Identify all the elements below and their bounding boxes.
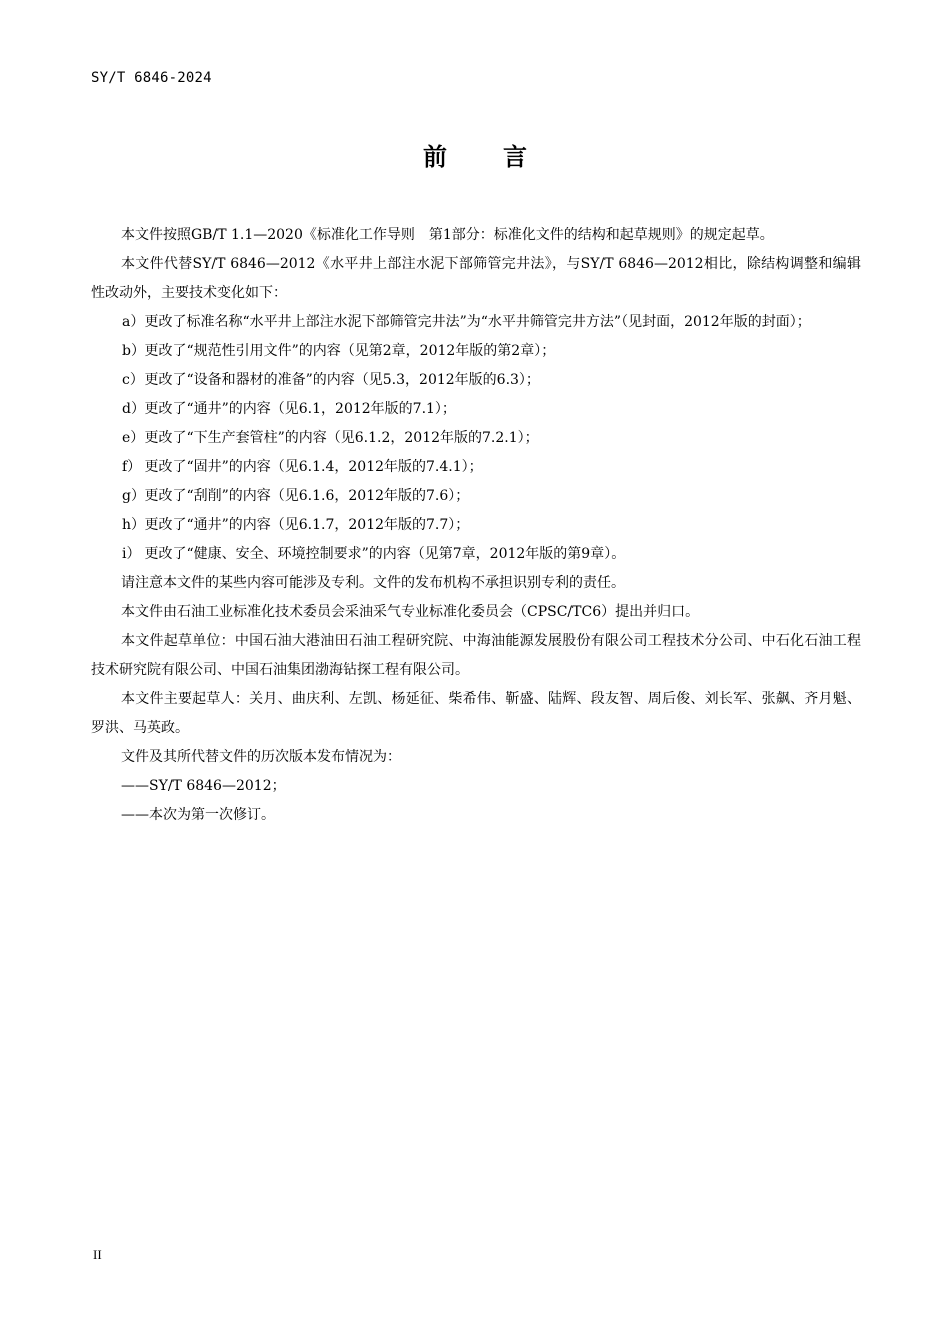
list-marker: e）: [122, 430, 145, 446]
list-text: 更改了“健康、安全、环境控制要求”的内容（见第7章，2012年版的第9章）。: [144, 546, 626, 562]
list-item: [91, 424, 861, 453]
list-marker: c）: [122, 372, 144, 388]
changes-list: [91, 308, 861, 569]
standard-code: SY/T 6846-2024: [91, 70, 212, 86]
list-marker: d）: [122, 401, 145, 417]
list-marker: b）: [122, 343, 145, 359]
list-text: 更改了“设备和器材的准备”的内容（见5.3，2012年版的6.3）；: [144, 372, 540, 388]
list-marker: f）: [122, 459, 142, 475]
history-intro: 文件及其所代替文件的历次版本发布情况为：: [121, 749, 401, 765]
history-item: ——SY/T 6846—2012；: [121, 778, 286, 794]
list-marker: g）: [122, 488, 145, 504]
list-marker: i）: [122, 546, 141, 562]
replacement-paragraph: 本文件代替SY/T 6846—2012《水平井上部注水泥下部筛管完井法》，与SY/T 6846—2012相比，除结构调整和编辑性改动外，主要技术变化如下：: [91, 256, 861, 301]
drafting-units-paragraph: 本文件起草单位：中国石油大港油田石油工程研究院、中海油能源发展股份有限公司工程技术分公司、中石化石油工程技术研究院有限公司、中国石油集团渤海钻探工程有限公司。: [91, 633, 861, 678]
foreword-body: [91, 221, 861, 830]
drafting-rules-paragraph: 本文件按照GB/T 1.1—2020《标准化工作导则 第1部分：标准化文件的结构和起草规则》的规定起草。: [121, 227, 774, 243]
list-item: [91, 366, 861, 395]
drafters-paragraph: 本文件主要起草人：关月、曲庆利、左凯、杨延征、柴希伟、靳盛、陆辉、段友智、周后俊、刘长军、张飙、齐月魁、罗洪、马英政。: [91, 691, 861, 736]
list-item: [91, 308, 861, 337]
list-text: 更改了“通井”的内容（见6.1.7，2012年版的7.7）；: [144, 517, 470, 533]
page-number: II: [93, 1247, 102, 1262]
list-text: 更改了“下生产套管柱”的内容（见6.1.2，2012年版的7.2.1）；: [144, 430, 539, 446]
history-item: ——本次为第一次修订。: [121, 807, 275, 823]
list-item: [91, 395, 861, 424]
list-text: 更改了“固井”的内容（见6.1.4，2012年版的7.4.1）；: [144, 459, 483, 475]
list-marker: h）: [122, 517, 146, 533]
proposer-paragraph: 本文件由石油工业标准化技术委员会采油采气专业标准化委员会（CPSC/TC6）提出并归口。: [121, 604, 700, 620]
list-text: 更改了“刮削”的内容（见6.1.6，2012年版的7.6）；: [144, 488, 470, 504]
page-title: 前言: [423, 143, 583, 171]
list-marker: a）: [122, 314, 145, 330]
list-item: [91, 540, 861, 569]
list-text: 更改了“通井”的内容（见6.1，2012年版的7.1）；: [144, 401, 456, 417]
list-item: [91, 337, 861, 366]
list-item: [91, 482, 861, 511]
list-text: 更改了“规范性引用文件”的内容（见第2章，2012年版的第2章）；: [144, 343, 556, 359]
list-item: [91, 453, 861, 482]
list-text: 更改了标准名称“水平井上部注水泥下部筛管完井法”为“水平井筛管完井方法”（见封面，2012年版的封面）；: [144, 314, 811, 330]
patent-notice: 请注意本文件的某些内容可能涉及专利。文件的发布机构不承担识别专利的责任。: [121, 575, 625, 591]
list-item: [91, 511, 861, 540]
